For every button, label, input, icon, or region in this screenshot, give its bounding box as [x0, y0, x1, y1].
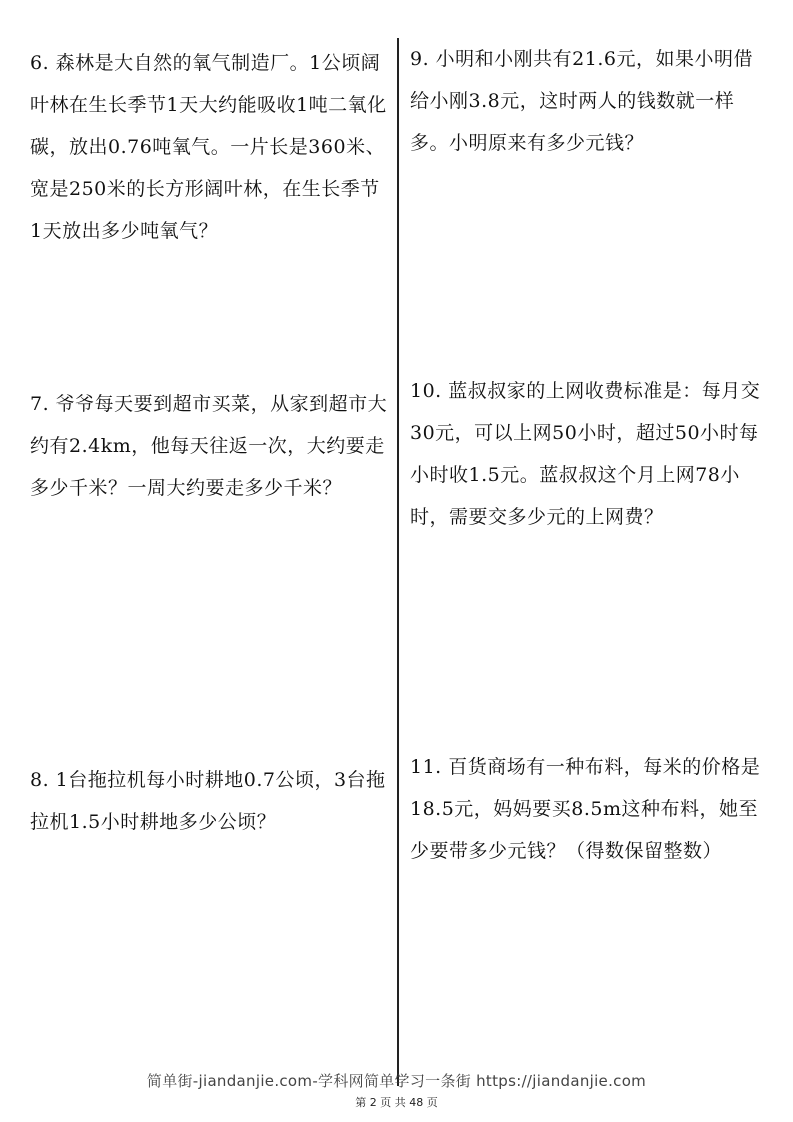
problem-7: 7. 爷爷每天要到超市买菜，从家到超市大约有2.4km，他每天往返一次，大约要走多少千米？一周大约要走多少千米？: [30, 393, 388, 499]
problem-9: 9. 小明和小刚共有21.6元，如果小明借给小刚3.8元，这时两人的钱数就一样多。小明原来有多少元钱？: [410, 48, 753, 154]
problem-11: 11. 百货商场有一种布料，每米的价格是18.5元，妈妈要买8.5m这种布料，她至少要带多少元钱？（得数保留整数）: [410, 756, 761, 862]
page-number: 第 2 页 共 48 页: [355, 1096, 438, 1109]
problem-6: 6. 森林是大自然的氧气制造厂。1公顷阔叶林在生长季节1天大约能吸收1吨二氧化碳，放出0.76吨氧气。一片长是360米、宽是250米的长方形阔叶林，在生长季节1天放出多少吨氧气？: [30, 52, 387, 242]
column-divider: [397, 38, 399, 1086]
problem-10: 10. 蓝叔叔家的上网收费标准是：每月交30元，可以上网50小时，超过50小时每小时收1.5元。蓝叔叔这个月上网78小时，需要交多少元的上网费？: [410, 380, 761, 528]
footer-site-text: 简单街-jiandanjie.com-学科网简单学习一条街 https://jiandanjie.com: [146, 1072, 647, 1090]
problem-8: 8. 1台拖拉机每小时耕地0.7公顷，3台拖拉机1.5小时耕地多少公顷？: [30, 769, 386, 833]
